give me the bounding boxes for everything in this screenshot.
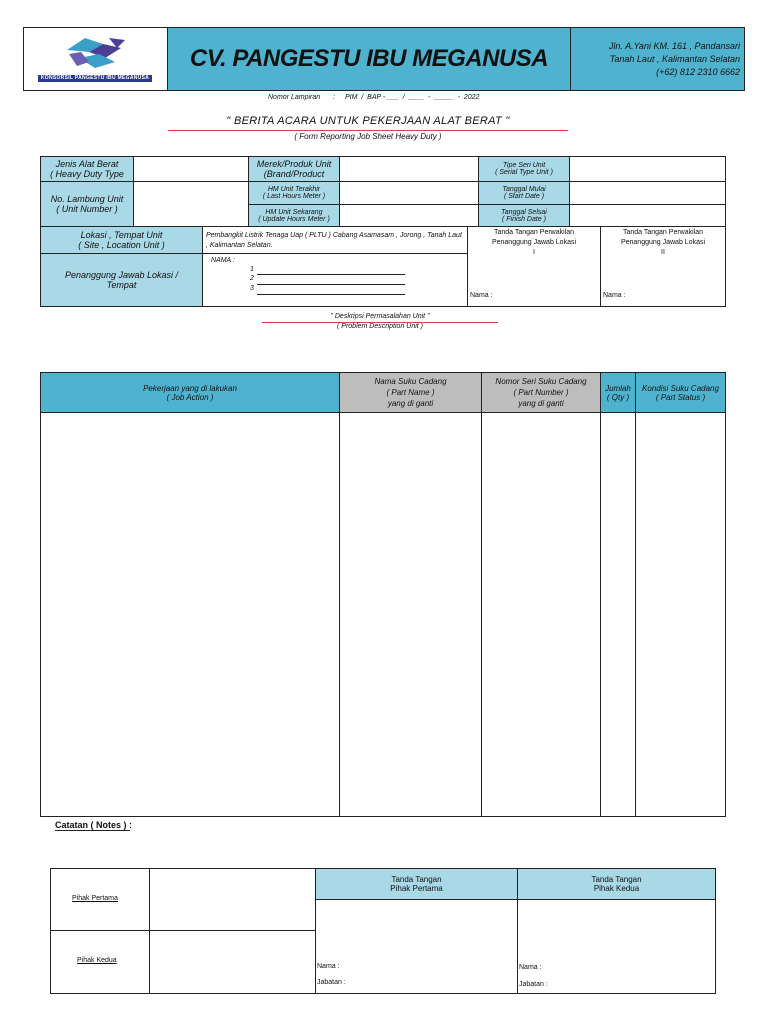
qty-header: Jumlah ( Qty )	[600, 372, 636, 413]
tipe-label: Tipe Seri Unit ( Serial Type Unit )	[478, 156, 570, 182]
part-number-header: Nomor Seri Suku Cadang ( Part Number ) yang di ganti	[481, 372, 601, 413]
pihak-pertama-value[interactable]	[150, 869, 315, 930]
lokasi-value: Pembangkit Listrik Tenaga Uap ( PLTU ) Cabang Asamasam , Jorong , Tanah Laut , Kalimantan Selatan.	[202, 226, 468, 254]
col-div-4	[635, 412, 636, 817]
sign-pj-1-nama: Nama :	[470, 292, 493, 299]
pihak-kedua-label: Pihak Kedua	[77, 957, 117, 964]
problem-title: " Deskripsi Permasalahan Unit "	[330, 313, 430, 320]
nama-num-3: 3	[250, 285, 254, 292]
lambung-label: No. Lambung Unit ( Unit Number )	[40, 181, 134, 227]
ttd-pertama-jabatan: Jabatan :	[317, 979, 346, 986]
address-line-1: Jln. A.Yani KM. 161 , Pandansari	[608, 41, 740, 51]
notes-label: Catatan ( Notes ) :	[55, 820, 133, 830]
ttd-kedua-area[interactable]	[518, 900, 715, 960]
lampiran-value: PIM / BAP - ___ / ____ - _____ - 2022	[345, 94, 480, 101]
ttd-pertama-header: Tanda Tangan Pihak Pertama	[315, 868, 518, 900]
company-address-box	[570, 27, 745, 91]
job-action-body[interactable]	[41, 413, 339, 816]
company-logo-icon	[59, 32, 139, 72]
ttd-kedua-nama: Nama :	[519, 964, 542, 971]
lampiran-sep: :	[333, 94, 335, 101]
merek-value[interactable]	[339, 156, 479, 182]
hm-last-value[interactable]	[339, 181, 479, 205]
merek-label: Merek/Produk Unit (Brand/Product	[248, 156, 340, 182]
hm-update-value[interactable]	[339, 204, 479, 227]
hm-update-label: HM Unit Sekarang ( Update Hours Meter )	[248, 204, 340, 227]
nama-line-3[interactable]	[257, 294, 405, 295]
part-name-header: Nama Suku Cadang ( Part Name ) yang di ganti	[339, 372, 482, 413]
phone-number: (+62) 812 2310 6662	[656, 67, 740, 77]
jenis-label: Jenis Alat Berat ( Heavy Duty Type	[40, 156, 134, 182]
sign-pj-2-box[interactable]	[600, 226, 726, 307]
company-name: CV. PANGESTU IBU MEGANUSA	[189, 45, 549, 72]
title-underline	[168, 130, 568, 131]
pihak-pertama-label: Pihak Pertama	[72, 895, 118, 902]
sign-pj-2-nama: Nama :	[603, 292, 626, 299]
logo-caption: KONSORSIL PANGESTU IBU MEGANUSA	[38, 75, 152, 82]
address-line-2: Tanah Laut , Kalimantan Selatan	[609, 54, 740, 64]
pihak-kedua-value[interactable]	[150, 931, 315, 993]
col-div-3	[600, 412, 601, 817]
part-status-header: Kondisi Suku Cadang ( Part Status )	[635, 372, 726, 413]
lambung-value[interactable]	[133, 181, 249, 227]
sign-pj-1-box[interactable]	[467, 226, 601, 307]
start-date-value[interactable]	[569, 181, 726, 205]
nama-label: NAMA :	[211, 257, 235, 264]
nama-num-1: 1	[250, 266, 254, 273]
col-div-1	[339, 412, 340, 817]
problem-subtitle: ( Problem Description Unit )	[337, 323, 423, 330]
finish-date-label: Tanggal Selsai ( Finish Date )	[478, 204, 570, 227]
tipe-value[interactable]	[569, 156, 726, 182]
jenis-value[interactable]	[133, 156, 249, 182]
ttd-pertama-area[interactable]	[316, 900, 517, 960]
pj-names-box	[202, 253, 468, 307]
sign-pj-2-title: Tanda Tangan Perwakilan Penanggung Jawab Lokasi II	[620, 229, 706, 256]
hm-last-label: HM Unit Terakhir ( Last Hours Meter )	[248, 181, 340, 205]
company-name-box	[167, 27, 571, 91]
col-div-2	[481, 412, 482, 817]
nama-num-2: 2	[250, 275, 254, 282]
sign-pj-1-title: Tanda Tangan Perwakilan Penanggung Jawab Lokasi I	[491, 229, 577, 256]
header-logo-box	[23, 27, 168, 91]
start-date-label: Tanggal Mulai ( Start Date )	[478, 181, 570, 205]
ttd-kedua-header: Tanda Tangan Pihak Kedua	[517, 868, 716, 900]
lokasi-label: Lokasi , Tempat Unit ( Site , Location Unit )	[40, 226, 203, 254]
ttd-kedua-jabatan: Jabatan :	[519, 981, 548, 988]
doc-title: " BERITA ACARA UNTUK PEKERJAAN ALAT BERAT "	[226, 115, 510, 127]
ttd-pertama-nama: Nama :	[317, 963, 340, 970]
doc-subtitle: ( Form Reporting Job Sheet Heavy Duty )	[294, 132, 442, 141]
lampiran-label: Nomor Lampiran	[268, 94, 321, 101]
notes-underline	[55, 830, 130, 831]
nama-line-2[interactable]	[257, 284, 405, 285]
pj-label: Penanggung Jawab Lokasi / Tempat	[40, 253, 203, 307]
finish-date-value[interactable]	[569, 204, 726, 227]
job-action-header: Pekerjaan yang di lakukan ( Job Action )	[40, 372, 340, 413]
nama-line-1[interactable]	[257, 274, 405, 275]
